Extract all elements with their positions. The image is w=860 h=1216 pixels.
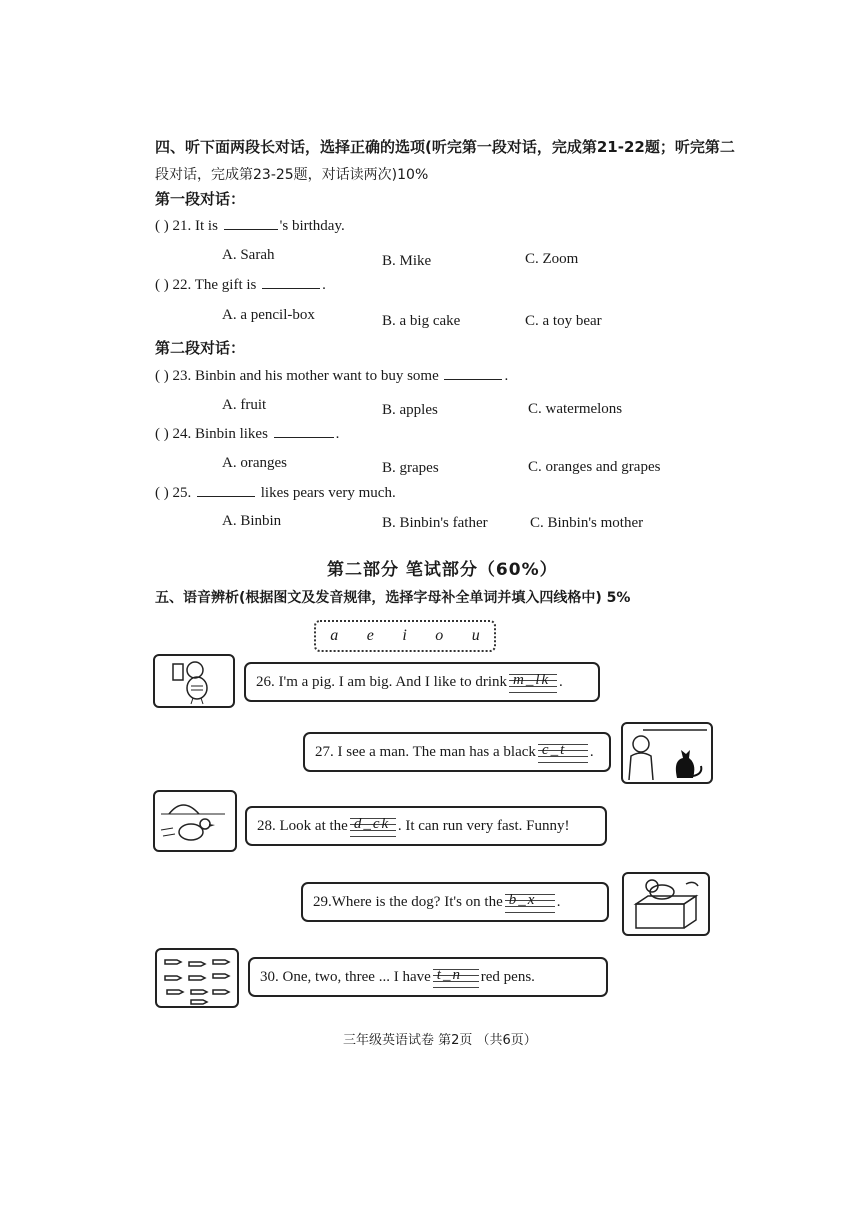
four-line-grid[interactable] [350,814,396,838]
sentence-text: 29.Where is the dog? It's on the [313,893,503,910]
sentence-26-bubble [244,662,600,702]
partial-word: m_lk [513,672,551,688]
answer-blank [444,378,502,380]
sentence-text-end: . [556,893,561,910]
page-footer: 三年级英语试卷 第2页 （共6页） [343,1033,537,1048]
vowel-letter: i [402,627,407,644]
four-line-grid[interactable] [433,965,479,989]
pens-icon [157,950,237,1006]
answer-paren: ( ) [155,277,169,293]
question-text: It is [195,218,218,234]
answer-blank [274,436,334,438]
dialogue2-label: 第二段对话： [155,339,246,357]
sentence-text: 26. I'm a pig. I am big. And I like to drink [256,673,508,690]
sentence-text: 28. Look at the [257,817,348,834]
four-line-grid[interactable] [505,890,555,914]
question-number: 24. [172,426,192,442]
sentence-text-end: red pens. [480,968,535,985]
vowel-options-box [314,620,496,652]
answer-paren: ( ) [155,426,169,442]
four-line-grid[interactable] [509,670,557,694]
sentence-text-end: . [589,743,594,760]
sentence-28-bubble [245,806,607,846]
pig-icon [155,656,233,706]
pig-drinking-milk-picture [153,654,235,708]
sentence-27-bubble [303,732,611,772]
sentence-text: 27. I see a man. The man has a black [315,743,536,760]
section4-heading-line2: 段对话，完成第23-25题，对话读两次)10% [155,167,429,183]
vowel-letter: a [330,627,339,644]
section4-heading-line1: 四、听下面两段长对话，选择正确的选项(听完第一段对话，完成第21-22题；听完第二 [155,138,735,156]
question-22 [155,277,326,294]
section5-heading: 五、语音辨析(根据图文及发音规律，选择字母补全单词并填入四线格中) 5% [155,590,631,606]
option-22-b: B. a big cake [382,313,461,329]
question-text: Binbin and his mother want to buy some [195,368,439,384]
option-22-a: A. a pencil-box [222,307,315,323]
question-text-end: . [504,368,509,384]
question-text: The gift is [194,277,257,293]
answer-blank [197,495,255,497]
answer-paren: ( ) [155,218,169,234]
sentence-29-bubble [301,882,609,922]
vowel-letter: u [471,627,480,644]
option-23-c: C. watermelons [528,401,623,417]
dog-icon [624,874,708,934]
partial-word: b_x [508,892,537,908]
question-text: Binbin likes [195,426,268,442]
answer-paren: ( ) [155,368,169,384]
answer-blank [224,228,278,230]
duck-icon [155,792,235,850]
question-24 [155,426,339,443]
question-number: 22. [172,277,192,293]
option-22-c: C. a toy bear [525,313,602,329]
four-line-grid[interactable] [538,740,588,764]
question-number: 23. [172,368,192,384]
sentence-30-bubble [248,957,608,997]
vowel-letter: o [435,627,444,644]
option-24-b: B. grapes [382,460,439,476]
question-text-end: likes pears very much. [260,485,396,501]
option-24-a: A. oranges [222,455,287,471]
dog-on-box-picture [622,872,710,936]
part2-title: 第二部分 笔试部分（60%） [327,560,558,580]
option-25-b: B. Binbin's father [382,515,488,531]
man-with-cat-picture [621,722,713,784]
dialogue1-label: 第一段对话： [155,190,246,208]
answer-paren: ( ) [155,485,169,501]
question-number: 21. [172,218,192,234]
question-text-end: . [322,277,326,293]
question-21 [155,218,345,235]
option-21-a: A. Sarah [222,247,275,263]
option-25-a: A. Binbin [222,513,282,529]
answer-blank [262,287,320,289]
option-23-a: A. fruit [222,397,267,413]
option-24-c: C. oranges and grapes [528,459,661,475]
vowel-letter: e [366,627,374,644]
option-23-b: B. apples [382,402,438,418]
ten-pens-picture [155,948,239,1008]
question-25 [155,485,396,502]
partial-word: d_ck [353,816,391,832]
option-21-c: C. Zoom [525,251,579,267]
question-23 [155,368,508,385]
partial-word: t_n [436,967,462,983]
cat-icon [623,724,711,782]
partial-word: c_t [541,742,567,758]
sentence-text-end: . It can run very fast. Funny! [397,817,570,834]
question-text-end: . [335,426,340,442]
question-text-end: 's birthday. [279,218,345,234]
sentence-text: 30. One, two, three ... I have [260,968,431,985]
sentence-text-end: . [559,673,563,690]
question-number: 25. [172,485,192,501]
option-21-b: B. Mike [382,253,432,269]
duck-running-picture [153,790,237,852]
option-25-c: C. Binbin's mother [530,515,644,531]
